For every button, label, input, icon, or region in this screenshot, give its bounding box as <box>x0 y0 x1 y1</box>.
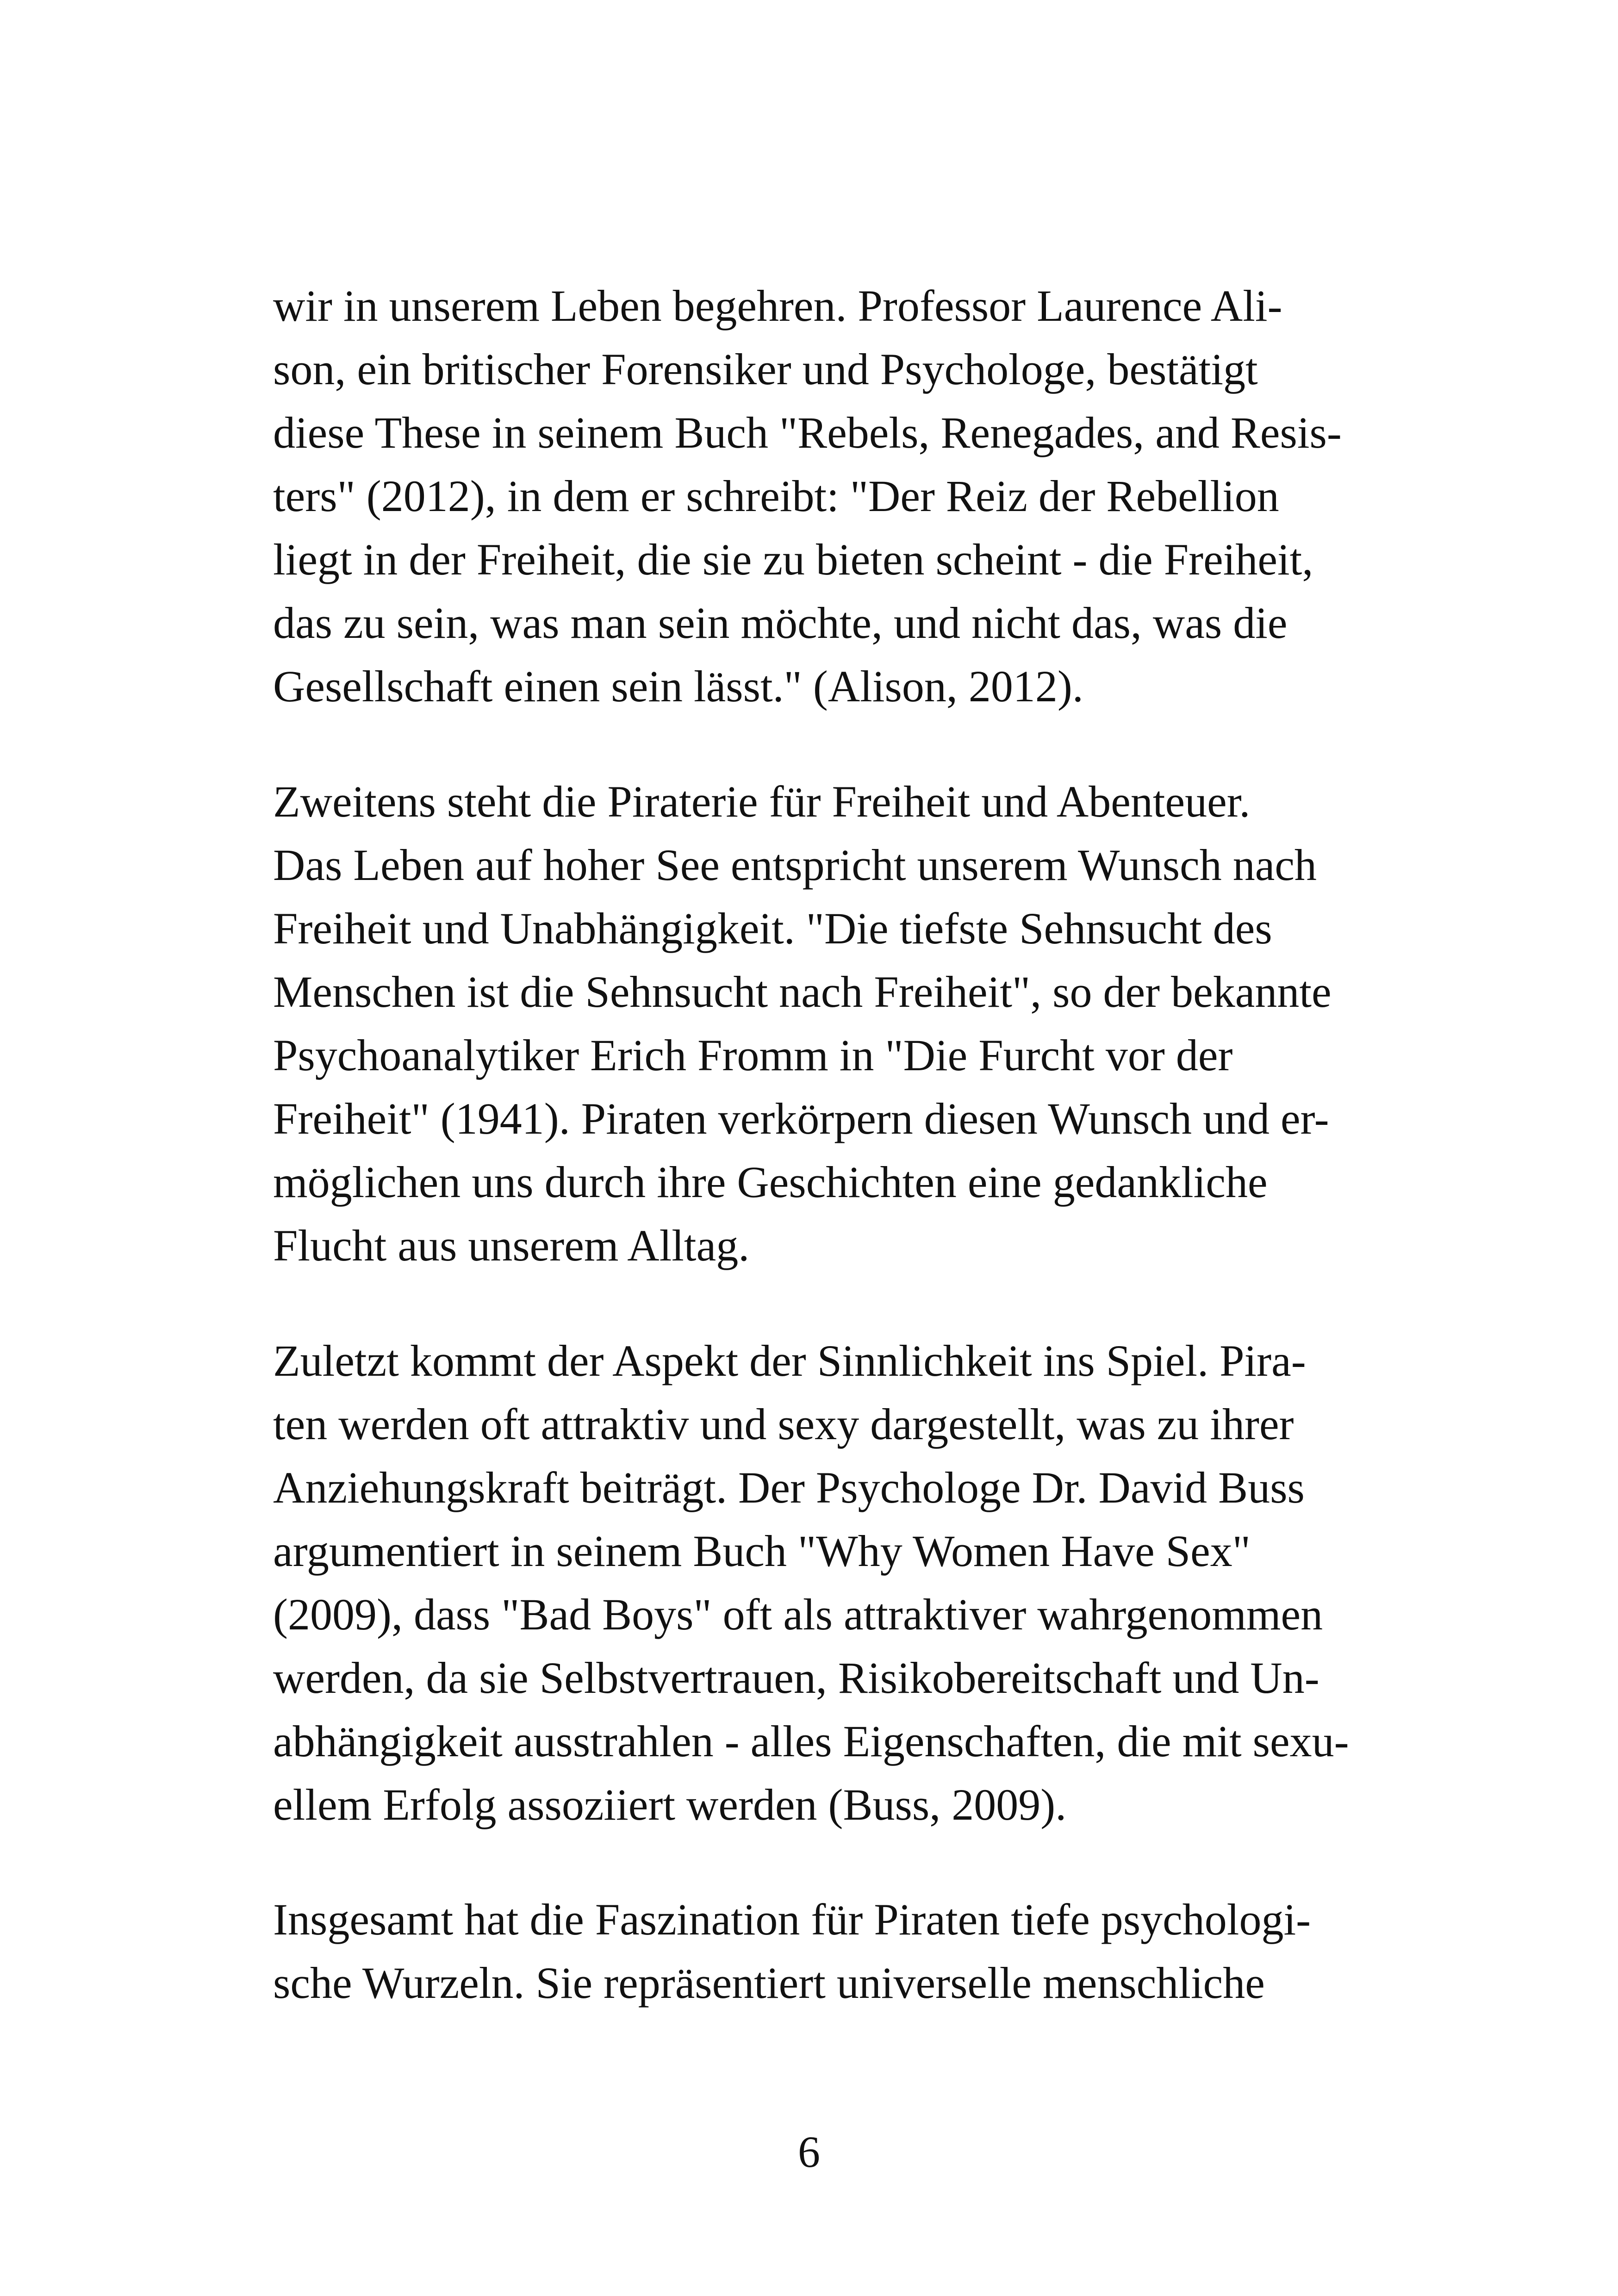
paragraph-line: diese These in seinem Buch "Rebels, Renegades, and Resis- <box>273 408 1342 457</box>
paragraph-line: werden, da sie Selbstvertrauen, Risikobereitschaft und Un- <box>273 1653 1319 1703</box>
paragraph-line: möglichen uns durch ihre Geschichten eine gedankliche <box>273 1157 1268 1207</box>
paragraph-1 <box>273 274 1375 718</box>
paragraph-line: sche Wurzeln. Sie repräsentiert universelle menschliche <box>273 1958 1265 2008</box>
paragraph-line: Gesellschaft einen sein lässt." (Alison, 2012). <box>273 661 1083 711</box>
paragraph-line: Das Leben auf hoher See entspricht unserem Wunsch nach <box>273 840 1317 890</box>
paragraph-line: das zu sein, was man sein möchte, und nicht das, was die <box>273 598 1288 648</box>
paragraph-3 <box>273 1329 1375 1836</box>
paragraph-line: son, ein britischer Forensiker und Psychologe, bestätigt <box>273 344 1258 394</box>
paragraph-line: Freiheit und Unabhängigkeit. "Die tiefste Sehnsucht des <box>273 904 1272 953</box>
paragraph-line: ters" (2012), in dem er schreibt: "Der Reiz der Rebellion <box>273 471 1279 521</box>
paragraph-line: Freiheit" (1941). Piraten verkörpern diesen Wunsch und er- <box>273 1094 1329 1143</box>
paragraph-line: ellem Erfolg assoziiert werden (Buss, 2009). <box>273 1780 1067 1829</box>
paragraph-line: Anziehungskraft beiträgt. Der Psychologe Dr. David Buss <box>273 1463 1305 1512</box>
paragraph-2 <box>273 770 1375 1277</box>
page-number: 6 <box>798 2127 820 2177</box>
paragraph-line: Psychoanalytiker Erich Fromm in "Die Furcht vor der <box>273 1030 1233 1080</box>
paragraph-4 <box>273 1888 1375 2015</box>
paragraph-line: wir in unserem Leben begehren. Professor Laurence Ali- <box>273 281 1282 331</box>
paragraph-line: argumentiert in seinem Buch "Why Women Have Sex" <box>273 1526 1251 1576</box>
paragraph-line: liegt in der Freiheit, die sie zu bieten scheint - die Freiheit, <box>273 535 1313 584</box>
paragraph-line: Zuletzt kommt der Aspekt der Sinnlichkeit ins Spiel. Pira- <box>273 1336 1306 1385</box>
paragraph-line: (2009), dass "Bad Boys" oft als attraktiver wahrgenommen <box>273 1590 1323 1639</box>
paragraph-line: Insgesamt hat die Faszination für Piraten tiefe psychologi- <box>273 1895 1311 1944</box>
paragraph-line: Menschen ist die Sehnsucht nach Freiheit", so der bekannte <box>273 967 1332 1017</box>
paragraph-line: Zweitens steht die Piraterie für Freiheit und Abenteuer. <box>273 777 1251 826</box>
paragraph-line: ten werden oft attraktiv und sexy dargestellt, was zu ihrer <box>273 1399 1294 1449</box>
paragraph-line: abhängigkeit ausstrahlen - alles Eigenschaften, die mit sexu- <box>273 1716 1349 1766</box>
paragraph-line: Flucht aus unserem Alltag. <box>273 1221 750 1270</box>
